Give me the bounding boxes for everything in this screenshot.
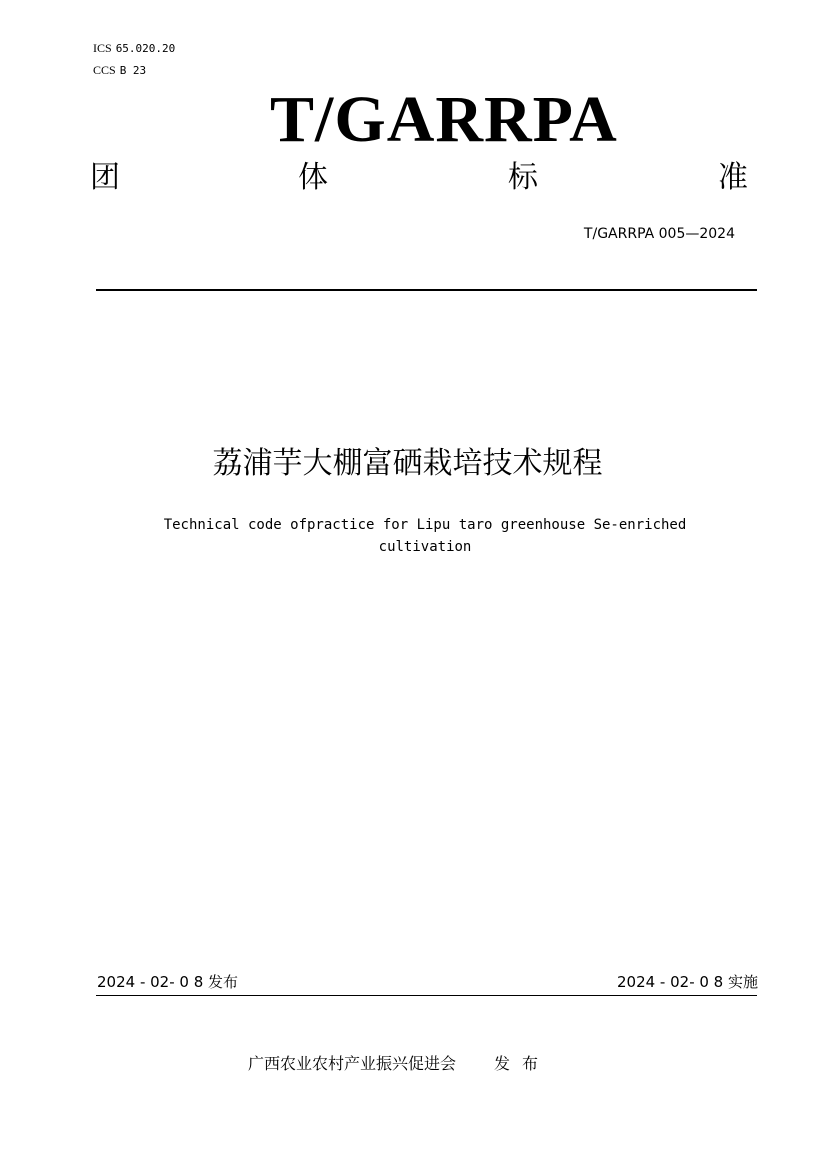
title-english-line: cultivation xyxy=(378,539,472,555)
document-number: T/GARRPA 005—2024 xyxy=(583,226,735,242)
ccs-label: CCS xyxy=(93,63,116,77)
standard-type-char: 标 xyxy=(508,160,538,195)
standard-type-char: 体 xyxy=(298,160,328,195)
title-english-line: Technical code ofpractice for Lipu taro greenhouse Se-enriched xyxy=(163,517,687,533)
ics-code xyxy=(93,41,175,56)
header-divider xyxy=(96,289,757,291)
title-english xyxy=(120,514,730,558)
standard-brand-code: T/GARRPA xyxy=(270,83,618,156)
implementation-date: 2024 - 02- 0 8 实施 xyxy=(616,973,758,991)
title-chinese: 荔浦芋大棚富硒栽培技术规程 xyxy=(212,446,603,481)
ccs-value: B 23 xyxy=(119,64,147,77)
publish-action: 发布 xyxy=(494,1054,551,1073)
issue-date: 2024 - 02- 0 8 发布 xyxy=(97,973,239,991)
standard-type-char: 团 xyxy=(90,160,120,195)
ics-value: 65.020.20 xyxy=(115,42,176,55)
publisher-name: 广西农业农村产业振兴促进会 xyxy=(248,1054,457,1073)
footer-divider xyxy=(96,995,757,996)
ccs-code xyxy=(93,63,146,78)
standard-type-char: 准 xyxy=(718,160,748,195)
publisher-line xyxy=(248,1053,550,1075)
ics-label: ICS xyxy=(93,41,112,55)
